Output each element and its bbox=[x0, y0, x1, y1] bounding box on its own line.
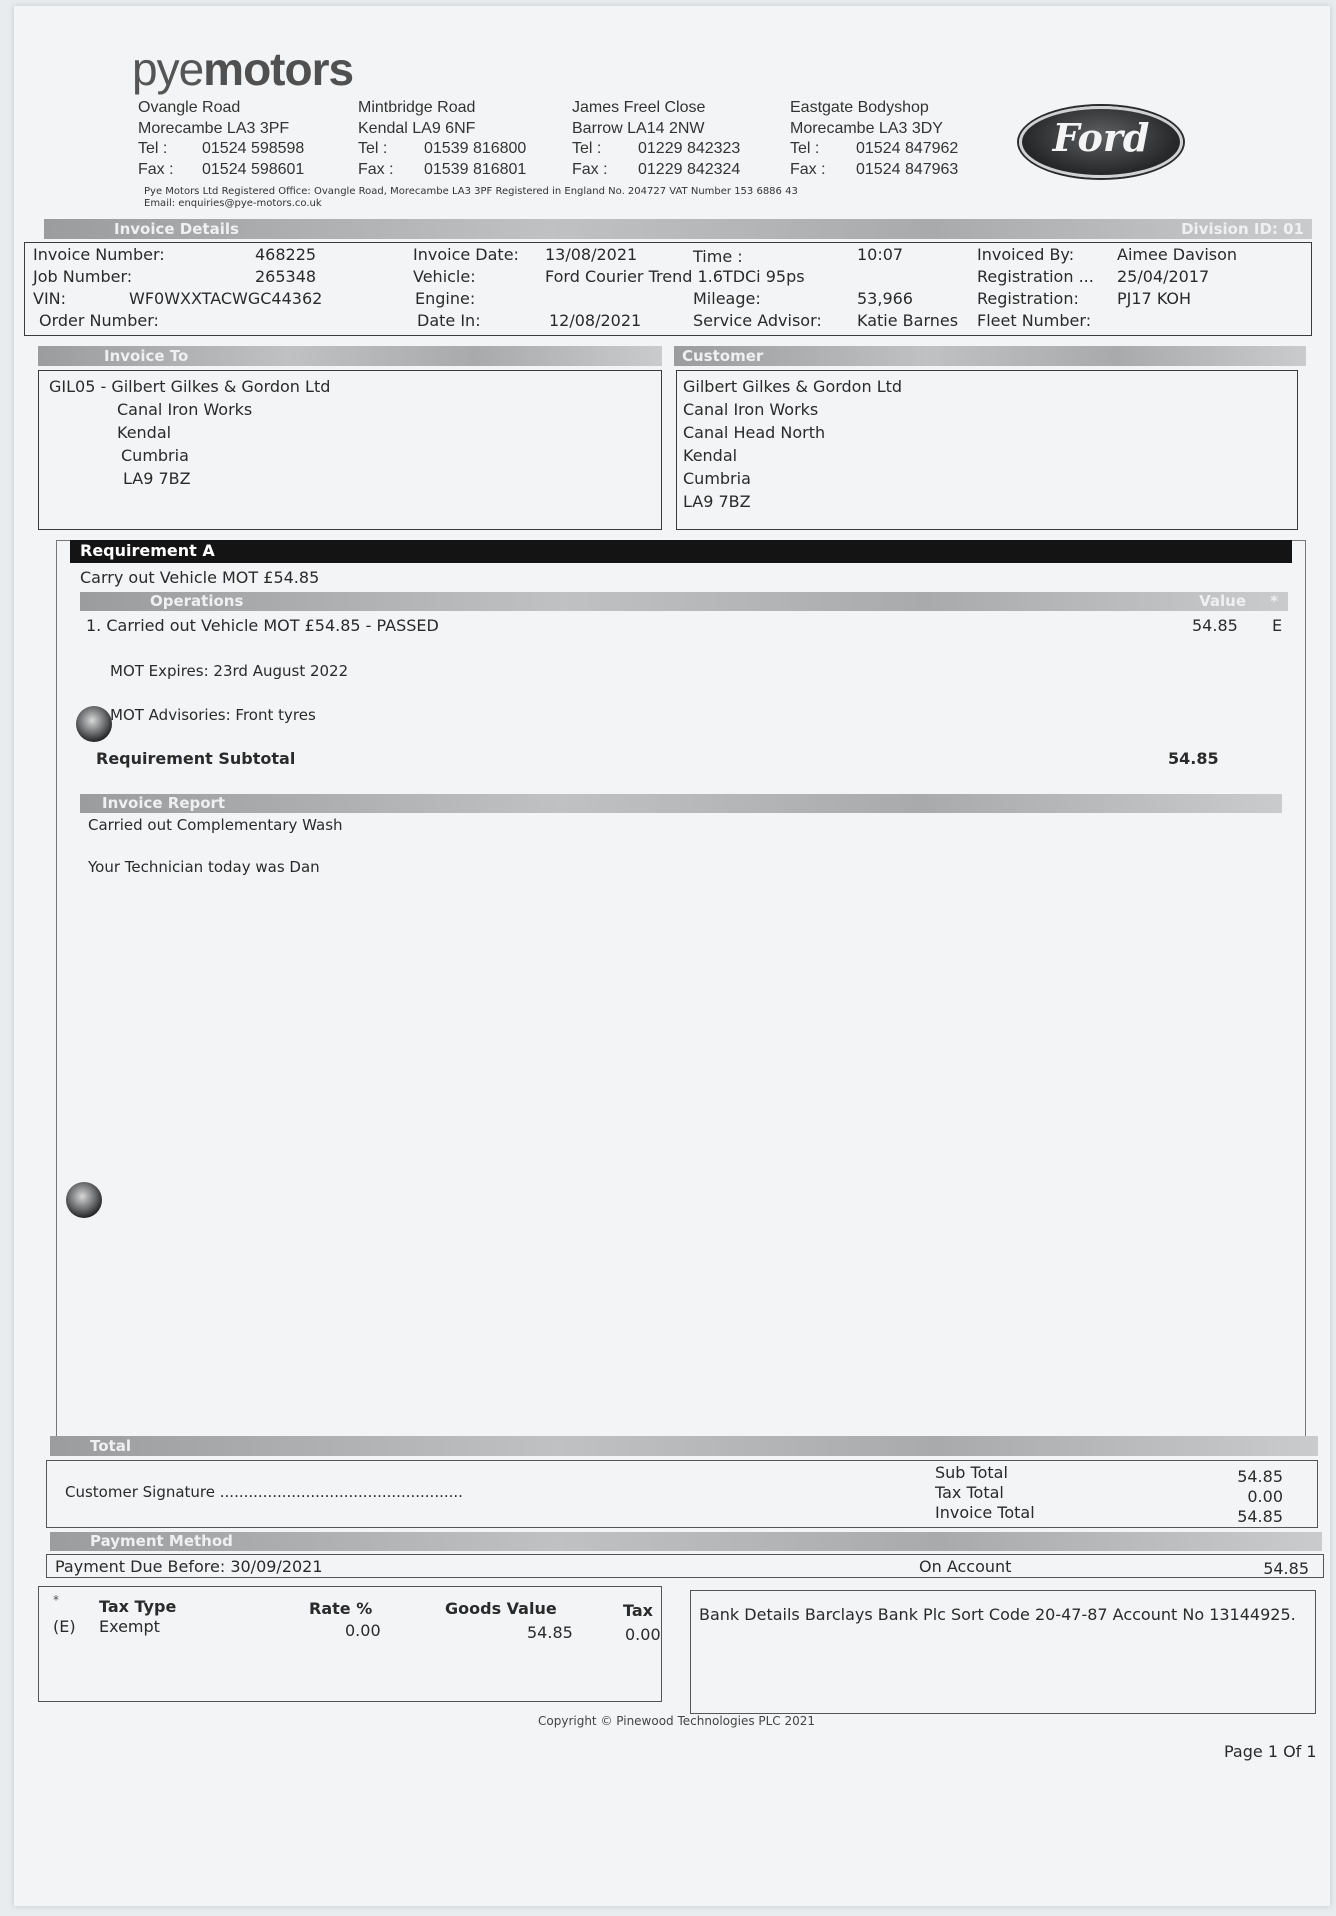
total-bar: Total bbox=[50, 1436, 1318, 1456]
payment-due-box bbox=[46, 1554, 1324, 1578]
invoiced-by: Aimee Davison bbox=[1117, 245, 1238, 264]
invoice-report-bar: Invoice Report bbox=[80, 794, 1282, 813]
on-account-label: On Account bbox=[919, 1557, 1012, 1576]
customer-bar: Customer bbox=[674, 346, 1306, 366]
invoice-total: 54.85 bbox=[1237, 1507, 1283, 1526]
branch-morecambe: Ovangle Road Morecambe LA3 3PF Tel : 01524 598598 Fax : 01524 598601 bbox=[138, 99, 305, 178]
date-in: 12/08/2021 bbox=[549, 311, 642, 330]
vehicle: Ford Courier Trend 1.6TDCi 95ps bbox=[545, 267, 805, 286]
mileage: 53,966 bbox=[857, 289, 913, 308]
operation-value: 54.85 bbox=[1192, 616, 1238, 635]
on-account: 54.85 bbox=[1263, 1559, 1309, 1578]
tax-total: 0.00 bbox=[1247, 1487, 1283, 1506]
payment-due: Payment Due Before: 30/09/2021 bbox=[55, 1557, 323, 1576]
requirement-subtotal-label: Requirement Subtotal bbox=[96, 749, 296, 768]
mot-expires: MOT Expires: 23rd August 2022 bbox=[110, 662, 349, 680]
invoice-details-box: Invoice Number: 468225 Job Number: 265348 VIN: WF0WXXTACWGC44362 Order Number: Invoice Date: 13/08/2021 Vehicle: Ford Courier Trend 1.6TDCi 95ps Engine: Date In: 12/08/2021 Time : 10:07 Mileage: 53,966 Service Advisor: Katie Barnes Invoiced By: Aimee Davison Registration ... 25/04/2017 Registration: PJ17 KOH Fleet Number: bbox=[24, 242, 1312, 336]
ford-logo: Ford bbox=[1019, 106, 1183, 178]
customer-signature: Customer Signature ................................................... bbox=[65, 1483, 463, 1501]
punch-hole-icon bbox=[76, 706, 112, 742]
operation-code: E bbox=[1272, 616, 1283, 635]
bank-details: Bank Details Barclays Bank Plc Sort Code 20-47-87 Account No 13144925. bbox=[699, 1605, 1296, 1624]
sub-total: 54.85 bbox=[1237, 1467, 1283, 1486]
payment-method-bar: Payment Method bbox=[50, 1532, 1322, 1551]
copyright: Copyright © Pinewood Technologies PLC 2021 bbox=[538, 1714, 816, 1728]
totals-box: Customer Signature ................................................... Sub Total Tax Total Invoice Total 54.85 0.00 54.85 bbox=[46, 1460, 1318, 1528]
operations-bar: Operations Value * bbox=[80, 592, 1288, 611]
job-number: 265348 bbox=[255, 267, 317, 286]
vin: WF0WXXTACWGC44362 bbox=[129, 289, 323, 308]
invoice-to-bar: Invoice To bbox=[38, 346, 662, 366]
report-wash: Carried out Complementary Wash bbox=[88, 816, 343, 834]
invoice-to-box: GIL05 - Gilbert Gilkes & Gordon Ltd Canal Iron Works Kendal Cumbria LA9 7BZ bbox=[38, 370, 662, 530]
registered-office: Pye Motors Ltd Registered Office: Ovangle Road, Morecambe LA3 3PF Registered in England No. 204727 VAT Number 153 6886 43 bbox=[144, 186, 798, 197]
requirement-title-bar: Requirement A bbox=[70, 540, 1292, 563]
customer-box: Gilbert Gilkes & Gordon Ltd Canal Iron Works Canal Head North Kendal Cumbria LA9 7BZ bbox=[676, 370, 1298, 530]
tax-amount: 0.00 bbox=[625, 1625, 661, 1644]
service-advisor: Katie Barnes bbox=[857, 311, 959, 330]
invoice-number: 468225 bbox=[255, 245, 317, 264]
branch-barrow: James Freel Close Barrow LA14 2NW Tel : 01229 842323 Fax : 01229 842324 bbox=[572, 99, 741, 178]
registration: PJ17 KOH bbox=[1117, 289, 1192, 308]
invoice-sheet bbox=[14, 6, 1330, 1906]
time: 10:07 bbox=[857, 245, 904, 264]
tax-table: * Tax Type Rate % Goods Value Tax (E) Exempt 0.00 54.85 0.00 bbox=[38, 1586, 662, 1702]
branch-kendal: Mintbridge Road Kendal LA9 6NF Tel : 01539 816800 Fax : 01539 816801 bbox=[358, 99, 527, 178]
bank-details-box bbox=[690, 1590, 1316, 1714]
mot-advisories: MOT Advisories: Front tyres bbox=[110, 706, 316, 724]
invoice-date: 13/08/2021 bbox=[545, 245, 638, 264]
tax-type: Exempt bbox=[99, 1617, 160, 1636]
division-id: Division ID: 01 bbox=[1181, 220, 1304, 238]
punch-hole-icon bbox=[66, 1182, 102, 1218]
tax-code: (E) bbox=[53, 1617, 76, 1636]
report-technician: Your Technician today was Dan bbox=[88, 858, 320, 876]
branch-eastgate: Eastgate Bodyshop Morecambe LA3 3DY Tel : 01524 847962 Fax : 01524 847963 bbox=[790, 99, 959, 178]
company-email: Email: enquiries@pye-motors.co.uk bbox=[144, 198, 322, 209]
goods-value: 54.85 bbox=[527, 1623, 573, 1642]
invoice-details-bar: Invoice Details Division ID: 01 bbox=[44, 219, 1312, 239]
tax-rate: 0.00 bbox=[345, 1621, 381, 1640]
registration-date: 25/04/2017 bbox=[1117, 267, 1210, 286]
page-number: Page 1 Of 1 bbox=[1224, 1742, 1317, 1761]
requirement-description: Carry out Vehicle MOT £54.85 bbox=[80, 568, 320, 587]
requirement-subtotal: 54.85 bbox=[1168, 749, 1219, 768]
company-logo: pyemotors bbox=[132, 43, 354, 95]
operation-item: 1. Carried out Vehicle MOT £54.85 - PASSED bbox=[86, 616, 439, 635]
